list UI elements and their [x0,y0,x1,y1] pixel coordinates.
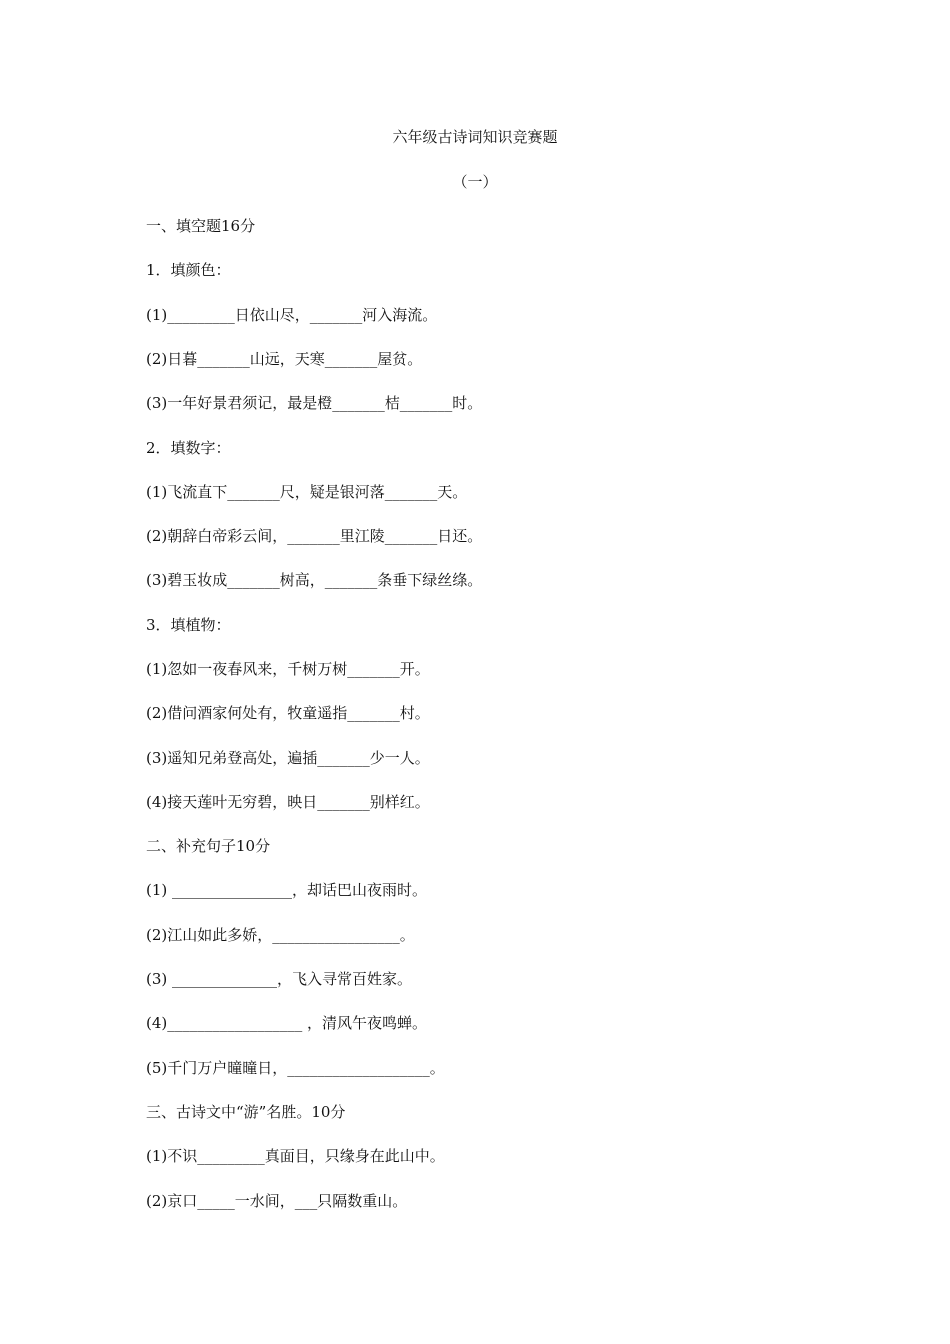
section-heading: 三、古诗文中“游”名胜。10分 [146,1103,346,1121]
question-item: (4)接天莲叶无穷碧，映日_______别样红。 [146,793,430,811]
document-subtitle: （一） [452,173,498,191]
question-item: (3) ______________，飞入寻常百姓家。 [146,970,413,988]
question-item: (2)朝辞白帝彩云间，_______里江陵_______日还。 [146,527,483,545]
question-item: (1)飞流直下_______尺，疑是银河落_______天。 [146,483,468,501]
question-heading: 1．填颜色： [146,261,231,279]
question-item: (2)京口_____一水间，___只隔数重山。 [146,1192,408,1210]
section-heading: 二、补充句子10分 [146,837,271,855]
question-item: (1)_________日依山尽，_______河入海流。 [146,306,438,324]
document-title: 六年级古诗词知识竞赛题 [392,128,558,146]
question-item: (4)__________________ ，清风午夜鸣蝉。 [146,1014,428,1032]
question-item: (2)借问酒家何处有，牧童遥指_______村。 [146,704,430,722]
question-item: (1)忽如一夜春风来，千树万树_______开。 [146,660,430,678]
question-heading: 3．填植物： [146,616,231,634]
question-item: (3)遥知兄弟登高处，遍插_______少一人。 [146,749,430,767]
question-item: (3)碧玉妆成_______树高，_______条垂下绿丝绦。 [146,571,483,589]
section-heading: 一、填空题16分 [146,217,256,235]
question-item: (3)一年好景君须记，最是橙_______桔_______时。 [146,394,483,412]
question-heading: 2．填数字： [146,439,231,457]
question-item: (2)日暮_______山远，天寒_______屋贫。 [146,350,423,368]
question-item: (1)不识_________真面目，只缘身在此山中。 [146,1147,445,1165]
question-item: (5)千门万户曈曈日，___________________。 [146,1059,445,1077]
question-item: (2)江山如此多娇，_________________。 [146,926,415,944]
question-item: (1) ________________，却话巴山夜雨时。 [146,881,428,899]
